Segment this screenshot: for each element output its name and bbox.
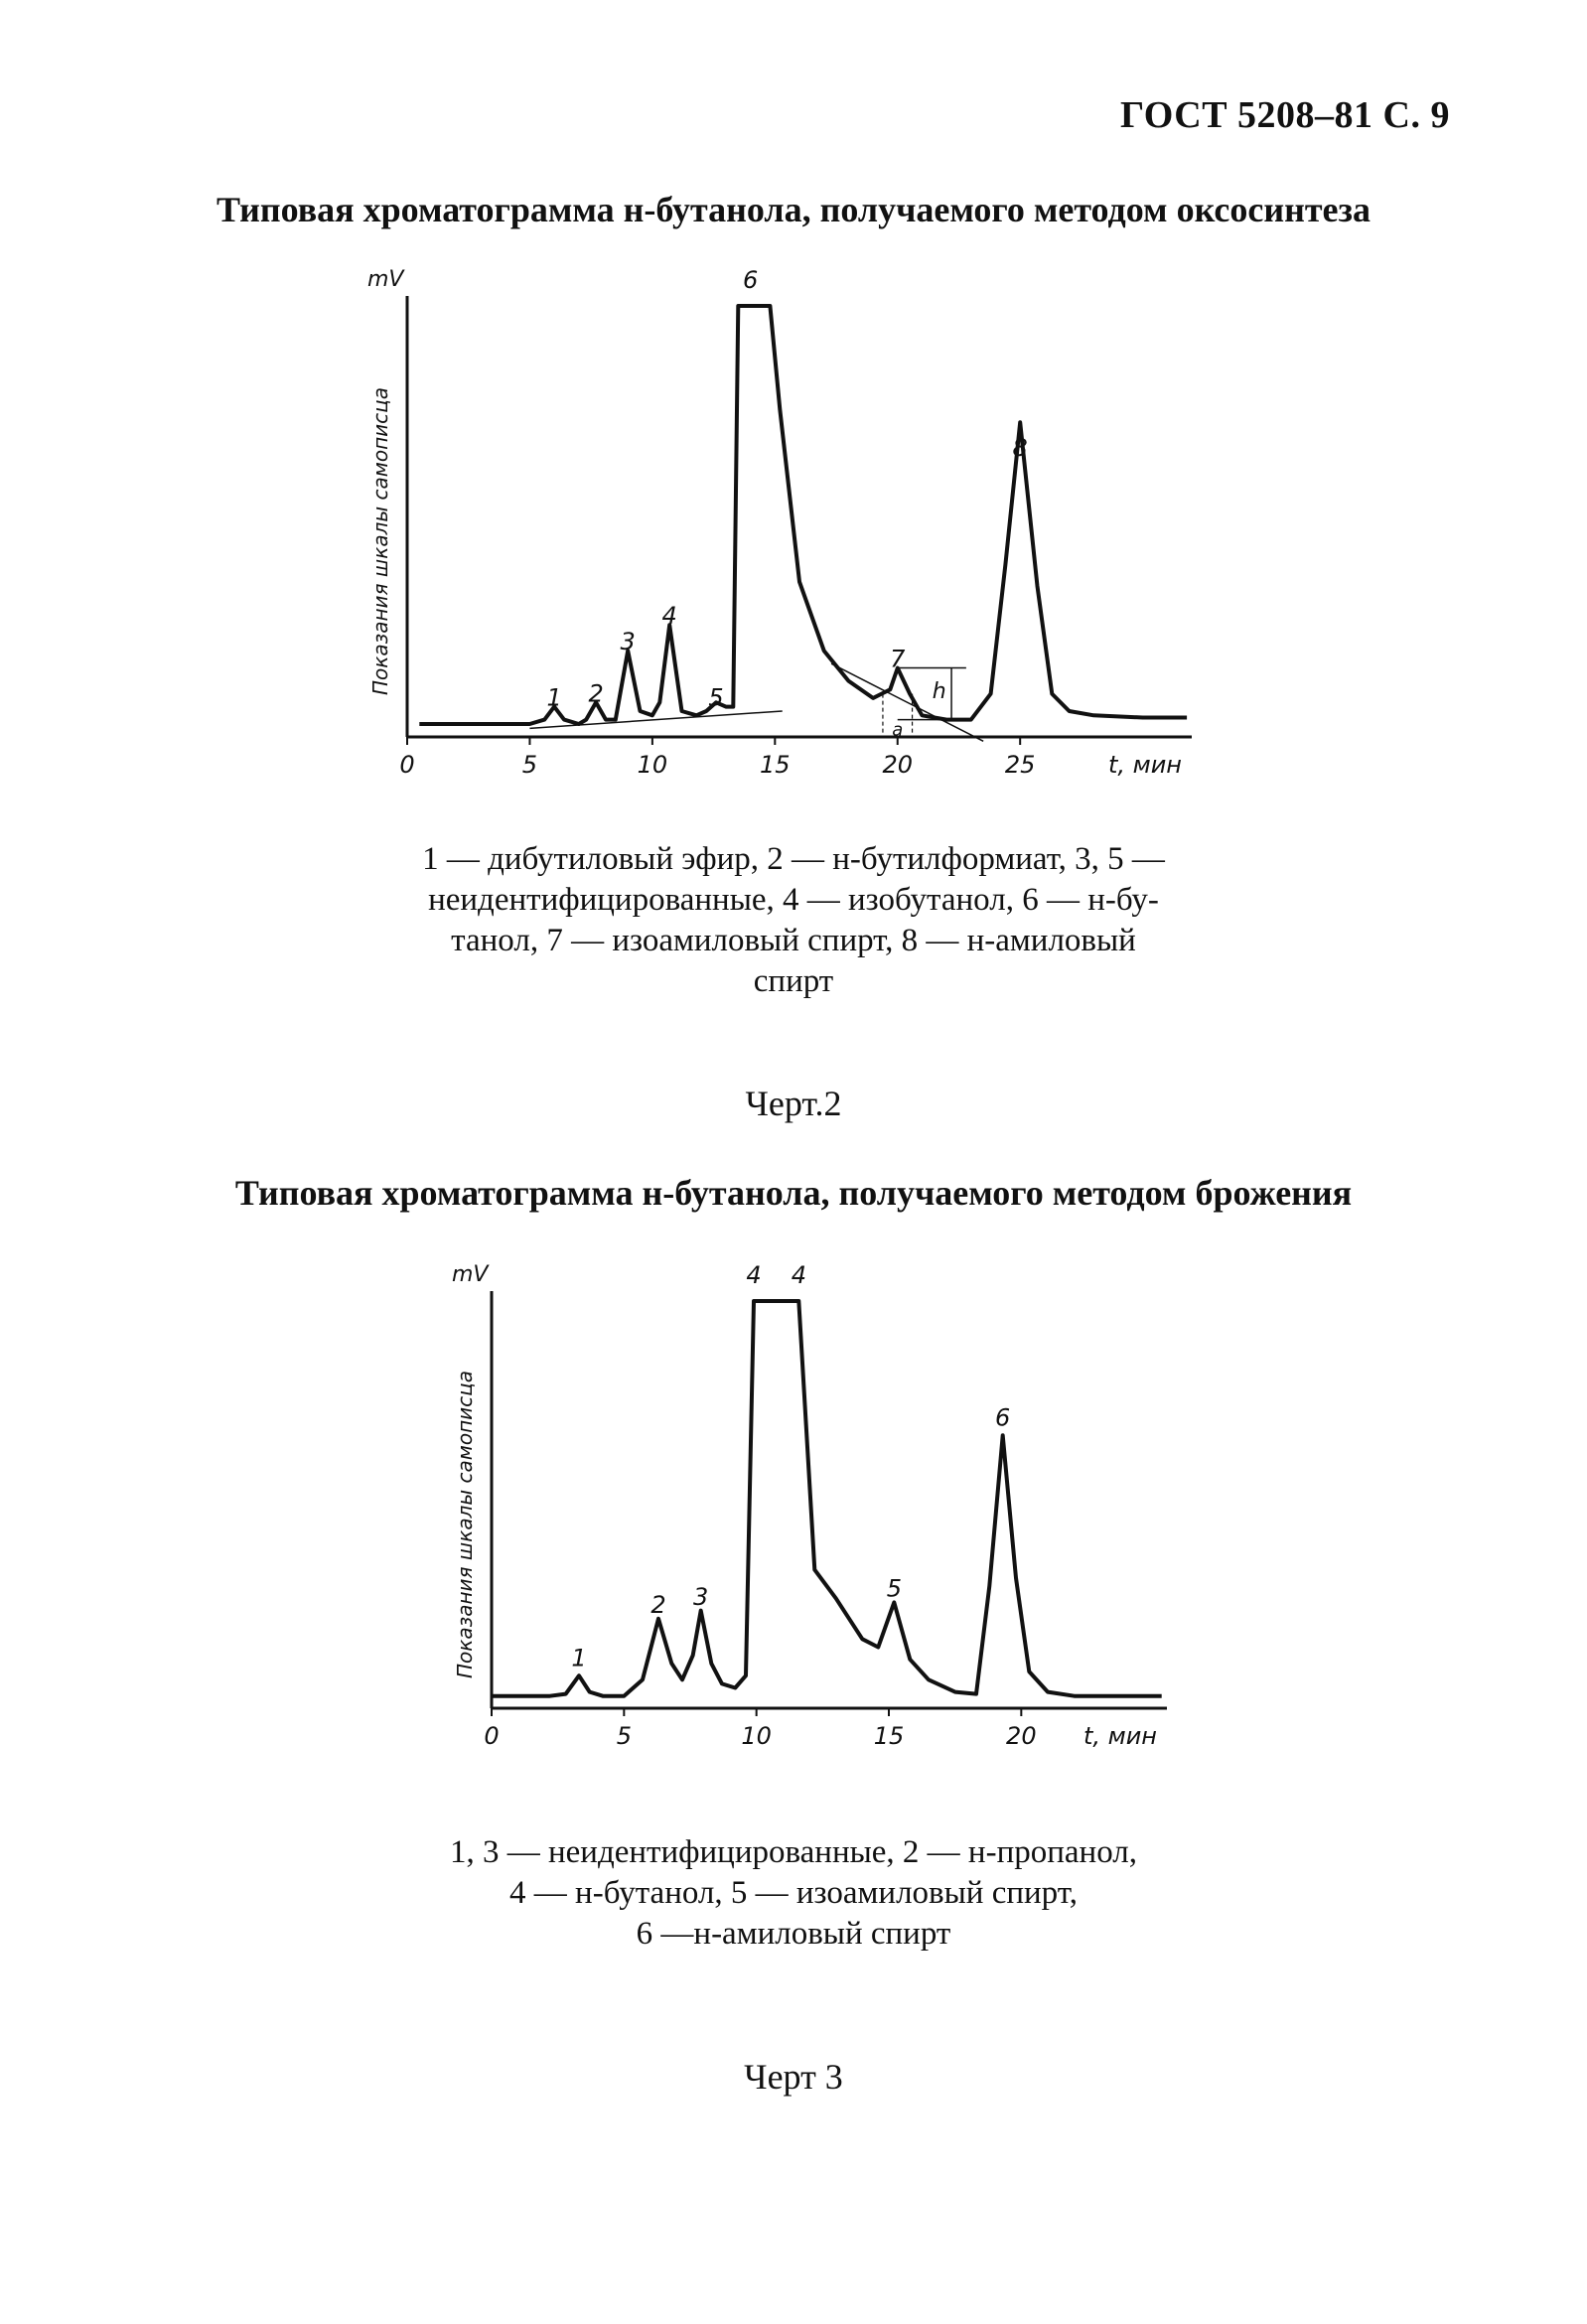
x-tick-label: 5 <box>521 751 538 779</box>
x-axis-label: t, мин <box>1082 1722 1157 1750</box>
peak-label: 3 <box>693 1582 709 1611</box>
height-annotation: h <box>932 678 946 704</box>
y-axis-label: Показания шкалы самописца <box>368 386 392 696</box>
x-tick-label: 5 <box>616 1722 632 1750</box>
peak-label: 8 <box>1012 433 1028 462</box>
page-header: ГОСТ 5208–81 С. 9 <box>1120 94 1450 136</box>
figure-caption <box>0 839 1587 1002</box>
peak-label: 2 <box>588 679 604 708</box>
x-tick-label: 10 <box>637 751 668 779</box>
peak-label: 5 <box>708 683 724 712</box>
chromatogram-oxosynthesis <box>348 268 1222 824</box>
caption-line: 1, 3 — неидентифицированные, 2 — н-пропанол, <box>449 1834 1137 1870</box>
peak-label: 4 <box>791 1261 806 1289</box>
caption-line: спирт <box>753 963 834 999</box>
chromatogram-line <box>492 1301 1162 1696</box>
caption-line: 6 —н-амиловый спирт <box>636 1916 951 1952</box>
chart-title: Типовая хроматограмма н-бутанола, получаемого методом оксосинтеза <box>216 190 1371 229</box>
width-annotation: a <box>892 719 904 741</box>
peak-label: 2 <box>650 1591 666 1619</box>
peak-label: 6 <box>742 266 759 294</box>
x-tick-label: 25 <box>1004 751 1036 779</box>
x-tick-label: 15 <box>760 751 791 779</box>
caption-line: 1 — дибутиловый эфир, 2 — н-бутилформиат, 3, 5 — <box>422 841 1165 877</box>
figure-label: Черт 3 <box>744 2057 843 2097</box>
peak-label: 1 <box>571 1644 587 1672</box>
x-tick-label: 10 <box>741 1722 772 1750</box>
y-unit-label: mV <box>367 267 404 292</box>
x-tick-label: 0 <box>484 1722 500 1750</box>
x-tick-label: 15 <box>873 1722 905 1750</box>
peak-label: 6 <box>995 1403 1011 1432</box>
chart-title: Типовая хроматограмма н-бутанола, получаемого методом брожения <box>234 1173 1353 1213</box>
baseline-tangent <box>831 663 983 741</box>
x-tick-label: 20 <box>882 751 914 779</box>
figure-caption <box>0 1832 1587 1955</box>
chromatogram-line <box>419 306 1187 724</box>
figure-label: Черт.2 <box>745 1084 842 1123</box>
chromatogram-fermentation <box>417 1251 1192 1808</box>
peak-label: 5 <box>886 1574 902 1603</box>
peak-label: 1 <box>546 683 562 712</box>
y-axis-label: Показания шкалы самописца <box>453 1370 477 1679</box>
peak-label: 4 <box>661 602 677 631</box>
peak-label: 7 <box>890 645 906 673</box>
y-unit-label: mV <box>452 1262 489 1287</box>
x-tick-label: 0 <box>399 751 415 779</box>
caption-line: неидентифицированные, 4 — изобутанол, 6 — н-бу- <box>428 882 1159 918</box>
caption-line: 4 — н-бутанол, 5 — изоамиловый спирт, <box>509 1875 1078 1911</box>
peak-label: 4 <box>746 1261 762 1289</box>
x-tick-label: 20 <box>1006 1722 1037 1750</box>
peak-label: 3 <box>620 628 636 656</box>
caption-line: танол, 7 — изоамиловый спирт, 8 — н-амиловый <box>451 923 1136 958</box>
x-axis-label: t, мин <box>1107 751 1182 779</box>
